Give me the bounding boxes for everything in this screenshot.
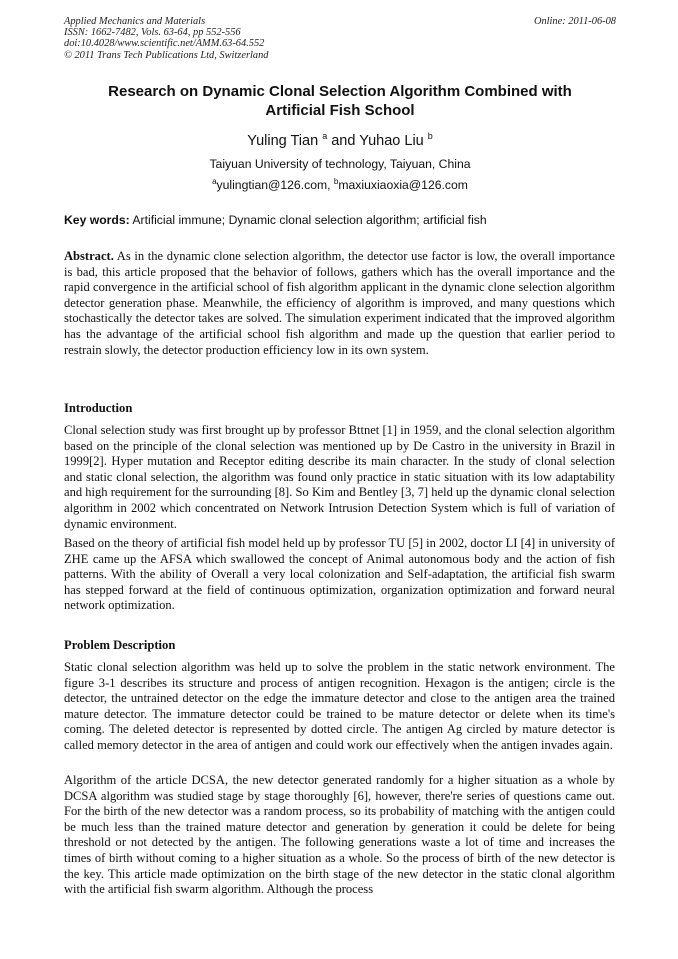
problem-paragraph-1: Static clonal selection algorithm was held up to solve the problem in the static network environment. The figure 3-1 describes its structure and process of antigen recognition. Hexagon is the antigen; circle is the detector, the untrained detector on the edge the immature detector and close to the antigen area the trained mature detector. The immature detector could be trained to be mature detector or delete when its time's coming. The deleted detector is represented by dotted circle. The antigen Ag circled by mature detector is called memory detector in the area of antigen and could work our effectively when the antigen invades again. — [64, 660, 615, 752]
problem-paragraph-2: Algorithm of the article DCSA, the new detector generated randomly for a higher situation as a whole by DCSA algorithm was studied stage by stage thoroughly [6], however, there're series of questions came out. For the birth of the new detector was a random process, so its probability of matching with the antigen could be much less than the trained mature detector and generation by generation it could be delete for being threshold or not detected by the antigen. The following generations waste a lot of time and increases the times of birth without coming to a higher situation as a whole. So the process of birth of the new detector is the key. This article made optimization on the birth stage of the new detector in the static clonal algorithm with the artificial fish swarm algorithm. Although the process — [64, 773, 615, 897]
copyright-line: © 2011 Trans Tech Publications Ltd, Switzerland — [64, 49, 269, 61]
title-line-2: Artificial Fish School — [265, 102, 415, 119]
doi-line: doi:10.4028/www.scientific.net/AMM.63-64.552 — [64, 38, 265, 50]
abstract-text: As in the dynamic clone selection algorithm, the detector use factor is low, the overall importance is bad, this article proposed that the behavior of follows, gathers which has the overall importance and the rapid convergence in the artificial school of fish algorithm applicant in the dynamic clone selection algorithm detector generation phase. Meanwhile, the efficiency of algorithm is improved, and many questions which stochastically the detector takes are solved. The simulation experiment indicated that the improved algorithm has the advantage of the artificial school fish algorithm and made up the question that earlier period to restrain slowly, the detector production efficiency low in its own system. — [64, 249, 615, 357]
author-1-mark: a — [322, 131, 328, 141]
affiliation: Taiyuan University of technology, Taiyuan, China — [209, 157, 471, 171]
author-1: Yuling Tian — [247, 133, 319, 149]
abstract — [64, 249, 615, 358]
keywords-text: Artificial immune; Dynamic clonal selection algorithm; artificial fish — [129, 213, 487, 227]
section-heading-problem: Problem Description — [64, 638, 176, 652]
email-2-mark: b — [333, 177, 339, 186]
journal-name: Applied Mechanics and Materials — [64, 16, 206, 27]
email-1: yulingtian@126.com, — [216, 178, 334, 192]
keywords — [64, 213, 616, 228]
online-date: Online: 2011-06-08 — [533, 16, 616, 27]
author-2: Yuhao Liu — [359, 133, 424, 149]
email-line — [64, 178, 616, 193]
abstract-label: Abstract. — [64, 249, 114, 263]
paper-title — [64, 82, 616, 120]
author-and: and — [327, 133, 360, 149]
issn-line: ISSN: 1662-7482, Vols. 63-64, pp 552-556 — [64, 27, 241, 39]
email-1-mark: a — [212, 177, 217, 186]
title-line-1: Research on Dynamic Clonal Selection Algorithm Combined with — [108, 83, 572, 100]
introduction-paragraph-1: Clonal selection study was first brought up by professor Bttnet [1] in 1959, and the clonal selection algorithm based on the principle of the clonal selection was mentioned up by De Castro in the university in Brazil in 1999[2]. Hyper mutation and Receptor editing describe its main character. In the study of clonal selection and static clonal selection, the algorithm was found only practice in static situation with its low adaptability and high requirement for the surrounding [8]. So Kim and Bentley [3, 7] held up the dynamic clonal selection algorithm in 2002 which concentrated on Network Intrusion Detection System which is full of variation of dynamic environment. — [64, 423, 615, 531]
journal-header — [64, 16, 616, 61]
email-2: maxiuxiaoxia@126.com — [338, 178, 468, 192]
section-heading-introduction: Introduction — [64, 401, 133, 415]
keywords-label: Key words: — [64, 213, 130, 227]
introduction-paragraph-2: Based on the theory of artificial fish model held up by professor TU [5] in 2002, doctor LI [4] in university of ZHE came up the AFSA which swallowed the concept of Animal autonomous body and the action of fish patterns. With the ability of Overall a very local colonization and Self-adaptation, the artificial fish swarm has stepped forward at the field of continuous optimization, organization optimization and forward neural network optimization. — [64, 536, 616, 613]
author-2-mark: b — [427, 131, 433, 141]
author-list — [64, 132, 616, 150]
